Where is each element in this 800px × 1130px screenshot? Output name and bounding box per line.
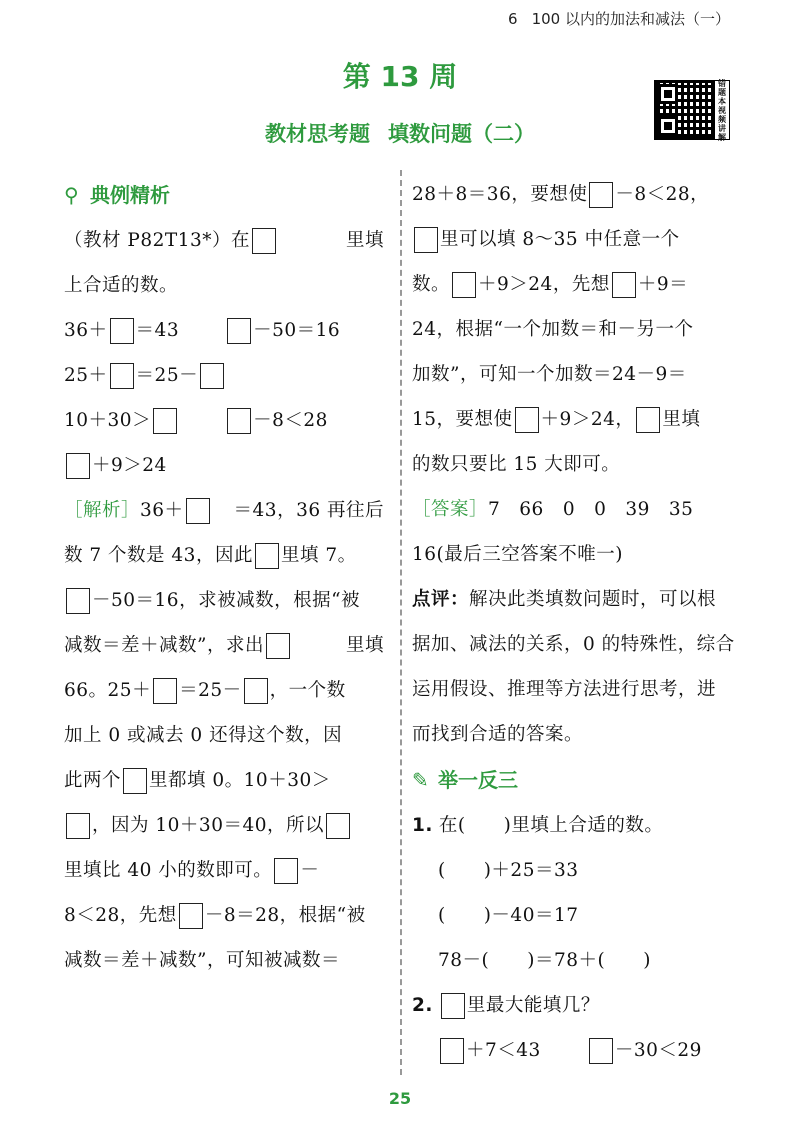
analysis-line — [64, 488, 384, 533]
answer-box — [452, 272, 476, 298]
answer-box — [66, 453, 90, 479]
practice-heading — [412, 757, 742, 803]
practice-equation: 78－( )＝78＋( ) — [438, 950, 651, 971]
analysis-line — [64, 623, 384, 668]
comment-line: 而找到合适的答案。 — [412, 724, 584, 745]
text: 减数＝差＋减数”，求出 — [64, 635, 264, 656]
answer-box — [612, 272, 636, 298]
text: ＋9＞24 — [92, 455, 167, 476]
text: 15，要想使 — [412, 409, 513, 430]
answer-box — [153, 678, 177, 704]
text: －8＜28， — [615, 184, 710, 205]
left-column — [64, 172, 384, 983]
text: 36＋ — [64, 320, 108, 341]
answer-box — [274, 858, 298, 884]
text: －50＝16 — [253, 320, 341, 341]
answer-line: 16(最后三空答案不唯一) — [412, 544, 623, 565]
analysis-tag: ［解析］ — [64, 500, 141, 521]
analysis-line — [412, 217, 742, 262]
answer-box — [326, 813, 350, 839]
text: ＝43，36 再往后 — [233, 500, 384, 521]
comment-line: 据加、减法的关系，0 的特殊性，综合 — [412, 634, 735, 655]
answer-box — [200, 363, 224, 389]
text: ＝25－ — [135, 365, 199, 386]
text: 解决此类填数问题时，可以根 — [469, 589, 717, 610]
page-number: 25 — [388, 1089, 412, 1108]
analysis-line — [64, 848, 384, 893]
analysis-line: 加上 0 或减去 0 还得这个数，因 — [64, 725, 343, 746]
answer-box — [186, 498, 210, 524]
answer-box — [153, 408, 177, 434]
example-intro-line: 上合适的数。 — [64, 275, 179, 296]
qr-tag-char: 题 — [718, 87, 726, 97]
question-number: 2. — [412, 995, 433, 1016]
answer-box — [66, 813, 90, 839]
analysis-line: 减数＝差＋减数”，可知被减数＝ — [64, 950, 340, 971]
text: 8＜28，先想 — [64, 905, 177, 926]
text: 里都填 0。10＋30＞ — [149, 770, 331, 791]
example-equation-row — [64, 353, 384, 398]
text: ，因为 10＋30＝40，所以 — [92, 815, 325, 836]
practice-equation-row — [412, 1028, 742, 1073]
analysis-line — [64, 578, 384, 623]
text: －30＜29 — [614, 1040, 702, 1061]
text: ＋9＝ — [637, 274, 689, 295]
answer-box — [441, 993, 465, 1019]
answer-box — [266, 633, 290, 659]
text: ＝43 — [135, 320, 180, 341]
analysis-line — [64, 668, 384, 713]
qr-tag-char: 视 — [718, 105, 726, 115]
analysis-line — [64, 758, 384, 803]
question-number: 1. — [412, 815, 433, 836]
analysis-line — [64, 533, 384, 578]
search-icon: ⚲ — [64, 183, 79, 207]
text: ＋7＜43 — [466, 1040, 541, 1061]
answer-line — [412, 487, 742, 532]
example-equation-row — [64, 308, 384, 353]
example-equation-row — [64, 443, 384, 488]
practice-equation: ( )＋25＝33 — [438, 860, 579, 881]
analysis-line — [412, 172, 742, 217]
text: －8＜28 — [253, 410, 328, 431]
answer-box — [255, 543, 279, 569]
text: － — [300, 860, 320, 881]
answer-box — [227, 408, 251, 434]
analysis-line — [412, 262, 742, 307]
text: ＝25－ — [179, 680, 242, 701]
example-intro-line — [64, 218, 384, 263]
qr-tag-char: 错 — [718, 78, 726, 88]
text: 10＋30＞ — [64, 410, 152, 431]
analysis-line — [64, 893, 384, 938]
right-column — [412, 172, 742, 1073]
answer-box — [66, 588, 90, 614]
text: 里填 — [345, 230, 384, 251]
answer-box — [515, 407, 539, 433]
text: 里可以填 8～35 中任意一个 — [440, 229, 680, 250]
subtitle-lesson: 填数问题（二） — [388, 122, 535, 146]
unit-number: 6 — [508, 10, 518, 28]
comment-label: 点评： — [412, 589, 470, 610]
practice-equation: ( )－40＝17 — [438, 905, 579, 926]
answer-box — [440, 1038, 464, 1064]
text: 66。25＋ — [64, 680, 152, 701]
qr-tag-char: 本 — [718, 96, 726, 106]
text: 里最大能填几？ — [466, 995, 600, 1016]
comment-line — [412, 577, 742, 622]
text: 此两个 — [64, 770, 122, 791]
running-header — [508, 8, 730, 29]
answer-box — [589, 1038, 613, 1064]
unit-title: 100 以内的加法和减法（一） — [531, 10, 730, 28]
answer-box — [123, 768, 147, 794]
analysis-line: 加数”，可知一个加数＝24－9＝ — [412, 364, 687, 385]
comment-line: 运用假设、推理等方法进行思考，进 — [412, 679, 717, 700]
answer-box — [414, 227, 438, 253]
analysis-line — [412, 397, 742, 442]
text: 里填 7。 — [280, 545, 357, 566]
text: ，一个数 — [269, 680, 346, 701]
text: 25＋ — [64, 365, 108, 386]
example-heading-text: 典例精析 — [90, 183, 170, 207]
practice-question — [412, 983, 742, 1028]
qr-tag-char: 解 — [718, 132, 726, 142]
analysis-line — [64, 803, 384, 848]
answer-box — [244, 678, 268, 704]
text: －50＝16，求被减数，根据“被 — [92, 590, 361, 611]
practice-heading-text: 举一反三 — [438, 768, 518, 792]
qr-tag-char: 讲 — [718, 123, 726, 133]
page-subtitle — [0, 118, 800, 148]
pencil-icon: ✎ — [412, 768, 429, 792]
text: 28＋8＝36，要想使 — [412, 184, 588, 205]
answer-box — [636, 407, 660, 433]
text: ＋9＞24， — [540, 409, 635, 430]
text: －8＝28，根据“被 — [204, 905, 366, 926]
practice-question — [412, 803, 742, 848]
example-equation-row — [64, 398, 384, 443]
answer-box — [110, 363, 134, 389]
answer-tag: ［答案］ — [412, 499, 489, 520]
answer-box — [589, 182, 613, 208]
subtitle-topic: 教材思考题 — [265, 122, 370, 146]
answer-box — [179, 903, 203, 929]
example-heading — [64, 172, 384, 218]
column-divider — [400, 170, 402, 1075]
answer-values: 7 66 0 0 39 35 — [488, 499, 694, 520]
qr-tag-char: 频 — [718, 114, 726, 124]
answer-box — [252, 228, 276, 254]
text: 里填比 40 小的数即可。 — [64, 860, 273, 881]
analysis-line: 24，根据“一个加数＝和－另一个 — [412, 319, 694, 340]
analysis-line: 的数只要比 15 大即可。 — [412, 454, 621, 475]
page-title: 第 13 周 — [342, 60, 458, 93]
text: 数。 — [412, 274, 451, 295]
text: 在( )里填上合适的数。 — [438, 815, 664, 836]
text: 数 7 个数是 43，因此 — [64, 545, 253, 566]
text: ＋9＞24，先想 — [478, 274, 610, 295]
text: 36＋ — [140, 500, 184, 521]
answer-box — [110, 318, 134, 344]
text: 里填 — [662, 409, 701, 430]
text: （教材 P82T13*）在 — [64, 230, 250, 251]
text: 里填 — [345, 635, 384, 656]
answer-box — [227, 318, 251, 344]
